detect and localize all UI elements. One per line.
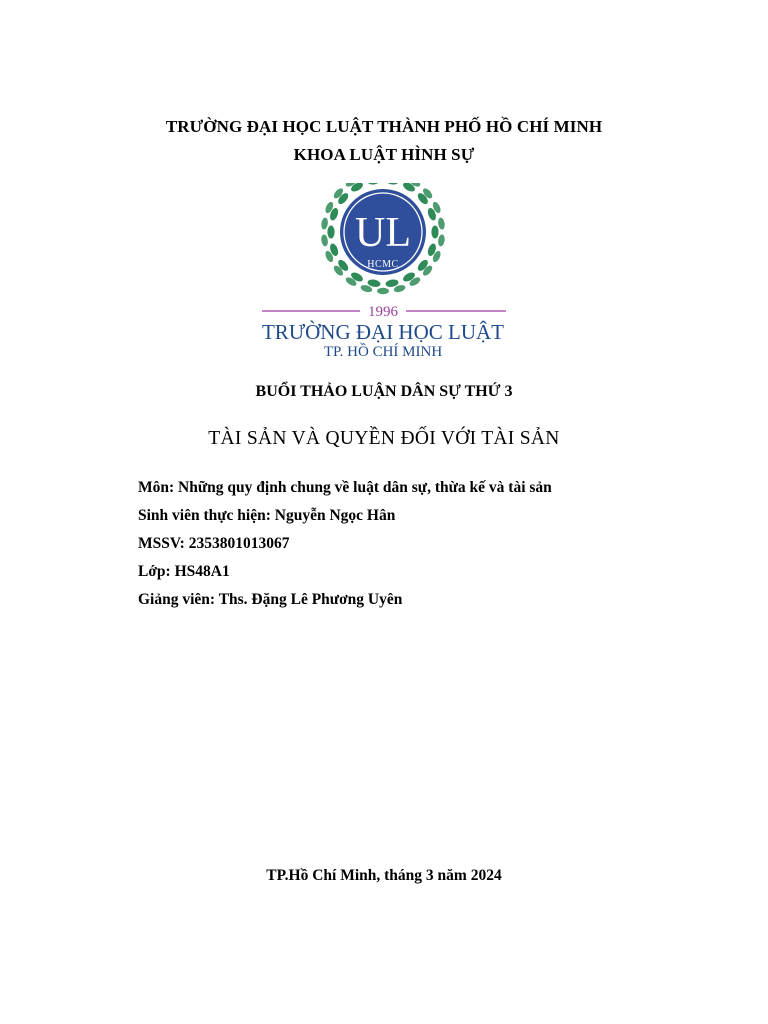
leaf-icon — [367, 183, 381, 185]
student-label: Sinh viên thực hiện: — [138, 507, 271, 524]
university-logo — [250, 183, 518, 363]
info-subject — [138, 479, 552, 497]
session-title: BUỔI THẢO LUẬN DÂN SỰ THỨ 3 — [255, 383, 513, 400]
subject-label: Môn: — [138, 479, 175, 496]
mssv-value: 2353801013067 — [188, 535, 290, 552]
leaf-icon — [377, 288, 389, 294]
info-mssv — [138, 535, 289, 553]
leaf-icon — [437, 234, 445, 247]
topic-title: TÀI SẢN VÀ QUYỀN ĐỐI VỚI TÀI SẢN — [208, 428, 560, 449]
seal-text: HCMC — [367, 259, 399, 270]
leaf-icon — [431, 226, 438, 239]
info-lecturer — [138, 591, 402, 609]
logo-name-line2: TP. HỒ CHÍ MINH — [323, 344, 443, 360]
leaf-icon — [321, 217, 329, 230]
logo-name-line1: TRƯỜNG ĐẠI HỌC LUẬT — [261, 320, 505, 344]
logo-year: 1996 — [368, 304, 398, 320]
place-and-date: TP.Hồ Chí Minh, tháng 3 năm 2024 — [266, 867, 502, 884]
leaf-icon — [385, 183, 399, 185]
subject-value: Những quy định chung về luật dân sự, thừa kế và tài sản — [178, 479, 552, 496]
seal-monogram: UL — [355, 210, 411, 256]
leaf-icon — [327, 226, 334, 239]
leaf-icon — [321, 234, 329, 247]
class-label: Lớp: — [138, 563, 171, 580]
lecturer-value: Ths. Đặng Lê Phương Uyên — [218, 591, 403, 608]
university-name: TRƯỜNG ĐẠI HỌC LUẬT THÀNH PHỐ HỒ CHÍ MINH — [165, 117, 603, 136]
lecturer-label: Giảng viên: — [138, 591, 216, 608]
student-value: Nguyễn Ngọc Hân — [274, 507, 396, 524]
mssv-label: MSSV: — [138, 535, 185, 552]
class-value: HS48A1 — [174, 563, 230, 580]
faculty-name: KHOA LUẬT HÌNH SỰ — [293, 145, 475, 164]
leaf-icon — [437, 217, 445, 230]
info-student — [138, 507, 395, 525]
info-class — [138, 563, 230, 581]
